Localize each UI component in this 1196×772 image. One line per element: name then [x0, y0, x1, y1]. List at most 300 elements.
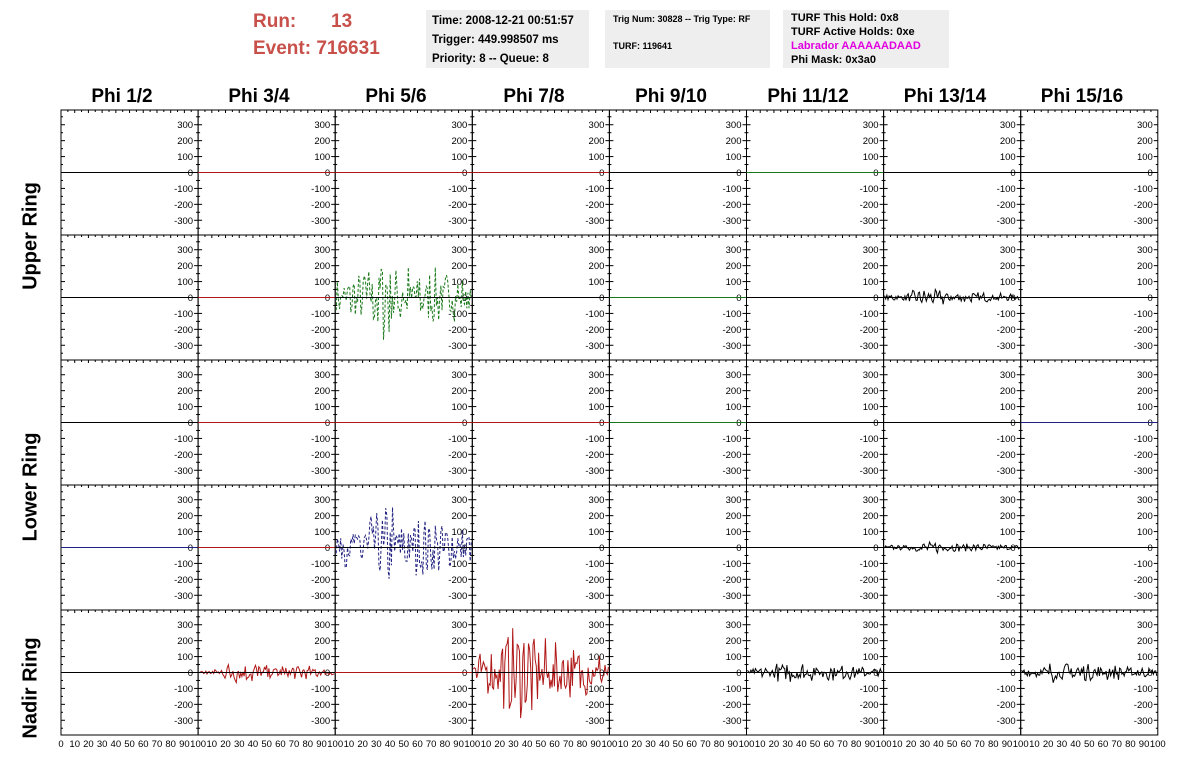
turf-num-text: TURF: 119641 [613, 41, 673, 51]
ytick-label-r2c6: -300 [859, 340, 879, 352]
ytick-label-r5c6: -300 [859, 715, 879, 727]
ytick-label-r5c2: -300 [311, 715, 331, 727]
xtick-label-c4: 40 [521, 739, 533, 750]
xtick-label-c6: 10 [754, 739, 766, 750]
ytick-label-r1c1: 200 [177, 136, 194, 148]
ytick-label-r4c1: 0 [187, 543, 194, 554]
ytick-label-r2c6: 200 [862, 261, 879, 273]
ytick-label-r3c4: -100 [585, 433, 605, 445]
ytick-label-r1c8: 300 [1136, 120, 1153, 132]
xtick-label-c7: 70 [974, 739, 985, 750]
ytick-label-r1c5: 100 [725, 152, 742, 164]
ytick-label-r5c1: -100 [174, 683, 194, 695]
ytick-label-r2c6: -100 [859, 308, 879, 320]
ytick-label-r3c5: -300 [722, 465, 742, 477]
ytick-label-r4c1: 300 [177, 495, 194, 507]
ytick-label-r3c3: 100 [451, 402, 468, 414]
ytick-label-r4c7: 200 [999, 511, 1016, 523]
ytick-label-r5c3: 0 [462, 668, 468, 679]
xtick-label-c2: 100 [327, 739, 344, 750]
waveform-r5c2 [199, 665, 334, 683]
ytick-label-r1c8: 100 [1136, 152, 1153, 164]
ytick-label-r5c5: -300 [722, 715, 742, 727]
xtick-label-c8: 50 [1083, 739, 1095, 750]
ytick-label-r2c8: 200 [1136, 261, 1153, 273]
ytick-label-r1c8: -100 [1133, 183, 1153, 195]
ytick-label-r1c5: 0 [736, 168, 742, 179]
ytick-label-r2c5: -100 [722, 308, 742, 320]
ytick-label-r3c7: -100 [996, 433, 1016, 445]
ytick-label-r1c4: -300 [585, 215, 605, 227]
ytick-label-r5c2: 100 [314, 652, 331, 664]
ytick-label-r3c3: 300 [451, 370, 468, 382]
ytick-label-r2c8: 0 [1147, 293, 1153, 304]
ytick-label-r2c7: 300 [999, 245, 1016, 257]
ytick-label-r1c7: 100 [999, 152, 1016, 164]
xtick-label-c5: 100 [738, 739, 755, 750]
ytick-label-r3c8: 300 [1136, 370, 1153, 382]
ytick-label-r5c1: 0 [187, 668, 194, 679]
ytick-label-r5c3: 100 [451, 652, 468, 664]
ytick-label-r4c4: -300 [585, 590, 605, 602]
ytick-label-r4c7: 100 [999, 527, 1016, 539]
run-value: 13 [331, 11, 353, 32]
ytick-label-r5c7: 100 [999, 652, 1016, 664]
event-label: Event: [253, 38, 312, 59]
phi-col-title-4: Phi 7/8 [503, 86, 565, 107]
ytick-label-r2c7: 200 [999, 261, 1016, 273]
ytick-label-r5c4: -200 [585, 699, 605, 711]
ytick-label-r4c6: -200 [859, 574, 879, 586]
xtick-label-c8: 80 [1125, 739, 1136, 750]
ytick-label-r3c6: 0 [873, 418, 879, 429]
ytick-label-r5c5: 100 [725, 652, 742, 664]
ytick-label-r3c7: 200 [999, 386, 1016, 398]
ytick-label-r2c2: 200 [314, 261, 331, 273]
xtick-label-c6: 80 [850, 739, 862, 750]
ytick-label-r1c6: 200 [862, 136, 879, 148]
ytick-label-r1c8: 0 [1147, 168, 1153, 179]
ytick-label-r3c8: -200 [1133, 449, 1153, 461]
ytick-label-r2c3: -300 [448, 340, 468, 352]
ytick-label-r1c7: -100 [996, 183, 1016, 195]
ytick-label-r2c4: 0 [599, 293, 605, 304]
ytick-label-r5c3: 200 [451, 636, 468, 648]
ytick-label-r1c7: -200 [996, 199, 1016, 211]
ytick-label-r1c3: 200 [451, 136, 468, 148]
ytick-label-r5c6: 100 [862, 652, 879, 664]
ytick-label-r4c3: -200 [448, 574, 468, 586]
ytick-label-r5c7: -200 [996, 699, 1016, 711]
phi-col-title-6: Phi 11/12 [767, 86, 849, 107]
ytick-label-r4c1: 200 [177, 511, 194, 523]
ytick-label-r3c8: 100 [1136, 402, 1153, 414]
xtick-label-c7: 20 [905, 739, 917, 750]
ytick-label-r2c5: 100 [725, 277, 742, 289]
ytick-label-r1c5: -200 [722, 199, 742, 211]
ytick-label-r3c7: 0 [1010, 418, 1016, 429]
ytick-label-r5c4: 100 [588, 652, 605, 664]
xtick-label-c8: 40 [1070, 739, 1081, 750]
trig-num-text: Trig Num: 30828 -- Trig Type: RF [613, 14, 751, 24]
xtick-label-c5: 60 [686, 739, 697, 750]
xtick-label-c1: 0 [58, 739, 64, 750]
ytick-label-r4c2: 300 [314, 495, 331, 507]
xtick-label-c2: 80 [302, 739, 314, 750]
phi-col-title-7: Phi 13/14 [903, 86, 987, 107]
ytick-label-r1c1: 300 [177, 120, 194, 132]
ytick-label-r4c3: 200 [451, 511, 468, 523]
ytick-label-r2c3: -100 [448, 308, 468, 320]
ytick-label-r4c4: 300 [588, 495, 605, 507]
ytick-label-r4c8: -100 [1133, 558, 1153, 570]
ytick-label-r1c3: 100 [451, 152, 468, 164]
ytick-label-r1c8: -300 [1133, 215, 1153, 227]
xtick-label-c8: 100 [1149, 739, 1166, 750]
xtick-label-c5: 30 [645, 739, 656, 750]
ytick-label-r3c3: 200 [451, 386, 468, 398]
ytick-label-r4c7: 300 [999, 495, 1016, 507]
ytick-label-r1c6: -100 [859, 183, 879, 195]
xtick-label-c1: 30 [96, 739, 108, 750]
ytick-label-r2c7: -300 [996, 340, 1016, 352]
ytick-label-r3c4: 100 [588, 402, 605, 414]
xtick-label-c3: 10 [343, 739, 355, 750]
ytick-label-r3c6: 300 [862, 370, 879, 382]
ytick-label-r1c2: 0 [324, 168, 331, 179]
labrador-text: Labrador AAAAAADAAD [791, 40, 921, 52]
ytick-label-r3c4: 0 [599, 418, 605, 429]
xtick-label-c3: 100 [464, 739, 481, 750]
ytick-label-r4c8: 200 [1136, 511, 1153, 523]
ytick-label-r2c4: -200 [585, 324, 605, 336]
turf-hold-text: TURF This Hold: 0x8 [791, 12, 899, 24]
ytick-label-r4c4: 100 [588, 527, 605, 539]
ytick-label-r5c2: 300 [314, 620, 331, 632]
ytick-label-r3c8: 200 [1136, 386, 1153, 398]
ytick-label-r4c7: -300 [996, 590, 1016, 602]
ytick-label-r5c5: 300 [725, 620, 742, 632]
ytick-label-r4c3: -100 [448, 558, 468, 570]
ytick-label-r1c1: 100 [177, 152, 194, 164]
ytick-label-r1c3: -300 [448, 215, 468, 227]
ytick-label-r1c4: 100 [588, 152, 605, 164]
ytick-label-r4c2: 100 [314, 527, 331, 539]
xtick-label-c3: 90 [453, 739, 464, 750]
ytick-label-r3c3: -100 [448, 433, 468, 445]
ytick-label-r3c7: 100 [999, 402, 1016, 414]
ytick-label-r5c3: -300 [448, 715, 468, 727]
ytick-label-r4c5: 0 [736, 543, 742, 554]
waveform-r5c8 [1022, 664, 1157, 683]
xtick-label-c5: 50 [672, 739, 684, 750]
ytick-label-r2c3: -200 [448, 324, 468, 336]
xtick-label-c6: 70 [837, 739, 848, 750]
ytick-label-r2c5: -200 [722, 324, 742, 336]
ytick-label-r3c1: -100 [174, 433, 194, 445]
xtick-label-c6: 100 [875, 739, 892, 750]
ytick-label-r3c1: -300 [174, 465, 194, 477]
ytick-label-r2c6: 300 [862, 245, 879, 257]
xtick-label-c2: 50 [261, 739, 272, 750]
ytick-label-r3c5: 0 [736, 418, 742, 429]
ytick-label-r5c6: -200 [859, 699, 879, 711]
ytick-label-r1c2: 300 [314, 120, 331, 132]
ytick-label-r5c3: -200 [448, 699, 468, 711]
ytick-label-r1c3: 300 [451, 120, 468, 132]
ytick-label-r1c8: 200 [1136, 136, 1153, 148]
ytick-label-r2c4: 300 [588, 245, 605, 257]
ytick-label-r1c6: 0 [873, 168, 879, 179]
ytick-label-r5c6: 0 [873, 668, 879, 679]
nadir-ring-label: Nadir Ring [19, 637, 42, 739]
ytick-label-r5c2: 200 [314, 636, 331, 648]
xtick-label-c3: 20 [357, 739, 368, 750]
xtick-label-c1: 20 [83, 739, 94, 750]
ytick-label-r5c1: 300 [177, 620, 194, 632]
ytick-label-r1c2: -300 [311, 215, 331, 227]
xtick-label-c3: 60 [412, 739, 423, 750]
ytick-label-r2c5: 300 [725, 245, 742, 257]
waveform-r2c7 [885, 290, 1020, 305]
xtick-label-c7: 60 [960, 739, 972, 750]
ytick-label-r3c4: 200 [588, 386, 605, 398]
ytick-label-r2c3: 0 [462, 293, 468, 304]
ytick-label-r2c2: -300 [311, 340, 331, 352]
ytick-label-r2c7: 100 [999, 277, 1016, 289]
ytick-label-r5c6: -100 [859, 683, 879, 695]
ytick-label-r3c2: 300 [314, 370, 331, 382]
ytick-label-r1c2: 200 [314, 136, 331, 148]
xtick-label-c7: 100 [1012, 739, 1029, 750]
ytick-label-r1c5: 200 [725, 136, 742, 148]
ytick-label-r3c4: -300 [585, 465, 605, 477]
xtick-label-c3: 70 [425, 739, 437, 750]
ytick-label-r5c8: -100 [1133, 683, 1153, 695]
xtick-label-c3: 30 [371, 739, 382, 750]
ytick-label-r1c2: -100 [311, 183, 331, 195]
ytick-label-r5c7: -300 [996, 715, 1016, 727]
ytick-label-r5c8: 300 [1136, 620, 1153, 632]
ytick-label-r5c8: 0 [1147, 668, 1153, 679]
ytick-label-r3c5: -100 [722, 433, 742, 445]
ytick-label-r2c4: 100 [588, 277, 605, 289]
ytick-label-r5c7: 200 [999, 636, 1016, 648]
ytick-label-r2c7: -100 [996, 308, 1016, 320]
ytick-label-r5c3: -100 [448, 683, 468, 695]
ytick-label-r4c8: -200 [1133, 574, 1153, 586]
ytick-label-r4c5: 300 [725, 495, 742, 507]
ytick-label-r3c6: -300 [859, 465, 879, 477]
xtick-label-c5: 20 [631, 739, 643, 750]
xtick-label-c5: 90 [727, 739, 739, 750]
ytick-label-r4c8: -300 [1133, 590, 1153, 602]
xtick-label-c1: 10 [69, 739, 80, 750]
ytick-label-r5c4: -300 [585, 715, 605, 727]
xtick-label-c5: 70 [700, 739, 711, 750]
xtick-label-c2: 30 [233, 739, 245, 750]
ytick-label-r4c1: -100 [174, 558, 194, 570]
xtick-label-c7: 40 [933, 739, 944, 750]
ytick-label-r5c6: 200 [862, 636, 879, 648]
ytick-label-r4c1: -200 [174, 574, 194, 586]
ytick-label-r1c8: -200 [1133, 199, 1153, 211]
ytick-label-r4c4: -100 [585, 558, 605, 570]
xtick-label-c4: 100 [601, 739, 618, 750]
ytick-label-r3c3: -200 [448, 449, 468, 461]
ytick-label-r3c1: 200 [177, 386, 194, 398]
ytick-label-r5c4: 300 [588, 620, 605, 632]
ytick-label-r4c1: 100 [177, 527, 194, 539]
ytick-label-r5c8: -200 [1133, 699, 1153, 711]
ytick-label-r2c3: 100 [451, 277, 468, 289]
ytick-label-r1c7: -300 [996, 215, 1016, 227]
ytick-label-r3c2: -200 [311, 449, 331, 461]
xtick-label-c7: 50 [946, 739, 958, 750]
xtick-label-c7: 30 [919, 739, 931, 750]
ytick-label-r3c8: 0 [1147, 418, 1153, 429]
ytick-label-r1c1: -100 [174, 183, 194, 195]
ytick-label-r2c1: -300 [174, 340, 194, 352]
ytick-label-r5c1: 200 [177, 636, 194, 648]
ytick-label-r5c4: 200 [588, 636, 605, 648]
ytick-label-r4c2: -100 [311, 558, 331, 570]
ytick-label-r2c4: 200 [588, 261, 605, 273]
ytick-label-r2c2: -200 [311, 324, 331, 336]
ytick-label-r5c8: 200 [1136, 636, 1153, 648]
xtick-label-c5: 40 [658, 739, 670, 750]
ytick-label-r1c5: 300 [725, 120, 742, 132]
xtick-label-c2: 60 [275, 739, 286, 750]
xtick-label-c8: 10 [1029, 739, 1040, 750]
ytick-label-r3c2: 0 [324, 418, 331, 429]
xtick-label-c2: 70 [288, 739, 300, 750]
xtick-label-c3: 50 [398, 739, 410, 750]
ytick-label-r3c6: -200 [859, 449, 879, 461]
xtick-label-c7: 10 [892, 739, 903, 750]
ytick-label-r2c5: -300 [722, 340, 742, 352]
ytick-label-r1c4: 0 [599, 168, 605, 179]
ytick-label-r2c8: -200 [1133, 324, 1153, 336]
turf-active-text: TURF Active Holds: 0xe [791, 26, 915, 38]
ytick-label-r5c1: -300 [174, 715, 194, 727]
ytick-label-r3c6: -100 [859, 433, 879, 445]
xtick-label-c4: 80 [576, 739, 588, 750]
xtick-label-c1: 70 [151, 739, 163, 750]
xtick-label-c4: 70 [562, 739, 574, 750]
ytick-label-r1c6: 100 [862, 152, 879, 164]
xtick-label-c2: 40 [247, 739, 259, 750]
ytick-label-r4c2: 0 [324, 543, 331, 554]
ytick-label-r2c4: -100 [585, 308, 605, 320]
ytick-label-r3c6: 100 [862, 402, 879, 414]
xtick-label-c6: 30 [782, 739, 793, 750]
ytick-label-r5c5: 0 [736, 668, 742, 679]
xtick-label-c4: 20 [494, 739, 506, 750]
ytick-label-r5c7: 0 [1010, 668, 1016, 679]
xtick-label-c4: 30 [508, 739, 519, 750]
xtick-label-c6: 90 [864, 739, 876, 750]
ytick-label-r2c6: -200 [859, 324, 879, 336]
xtick-label-c2: 20 [220, 739, 231, 750]
ytick-label-r1c4: 200 [588, 136, 605, 148]
ytick-label-r4c6: 200 [862, 511, 879, 523]
ytick-label-r2c8: -300 [1133, 340, 1153, 352]
ytick-label-r3c3: 0 [462, 418, 468, 429]
ytick-label-r4c6: 0 [873, 543, 879, 554]
ytick-label-r4c4: 200 [588, 511, 605, 523]
ytick-label-r2c1: 200 [177, 261, 194, 273]
ytick-label-r5c1: 100 [177, 652, 194, 664]
ytick-label-r1c6: 300 [862, 120, 879, 132]
ytick-label-r3c2: 100 [314, 402, 331, 414]
xtick-label-c1: 40 [110, 739, 122, 750]
ytick-label-r4c6: 300 [862, 495, 879, 507]
ytick-label-r3c3: -300 [448, 465, 468, 477]
ytick-label-r5c1: -200 [174, 699, 194, 711]
ytick-label-r5c4: 0 [599, 668, 605, 679]
ytick-label-r1c7: 300 [999, 120, 1016, 132]
ytick-label-r5c6: 300 [862, 620, 879, 632]
ytick-label-r1c3: -100 [448, 183, 468, 195]
xtick-label-c2: 90 [316, 739, 327, 750]
ytick-label-r1c1: -300 [174, 215, 194, 227]
ytick-label-r3c5: -200 [722, 449, 742, 461]
ytick-label-r2c1: 0 [187, 293, 194, 304]
xtick-label-c6: 60 [823, 739, 835, 750]
ytick-label-r4c8: 0 [1147, 543, 1153, 554]
ytick-label-r2c1: 100 [177, 277, 194, 289]
xtick-label-c6: 40 [796, 739, 807, 750]
ytick-label-r2c2: 300 [314, 245, 331, 257]
xtick-label-c1: 100 [190, 739, 207, 750]
ytick-label-r2c1: 300 [177, 245, 194, 257]
xtick-label-c7: 80 [987, 739, 999, 750]
ytick-label-r2c1: -100 [174, 308, 194, 320]
xtick-label-c6: 20 [768, 739, 780, 750]
xtick-label-c5: 80 [713, 739, 725, 750]
ytick-label-r4c6: 100 [862, 527, 879, 539]
ytick-label-r2c6: 100 [862, 277, 879, 289]
ytick-label-r2c5: 200 [725, 261, 742, 273]
ytick-label-r1c3: -200 [448, 199, 468, 211]
ytick-label-r2c5: 0 [736, 293, 742, 304]
xtick-label-c3: 40 [384, 739, 396, 750]
phi-mask-text: Phi Mask: 0x3a0 [791, 54, 876, 66]
xtick-label-c4: 90 [590, 739, 601, 750]
ytick-label-r4c2: 200 [314, 511, 331, 523]
xtick-label-c1: 50 [124, 739, 135, 750]
ytick-label-r5c3: 300 [451, 620, 468, 632]
event-value: 716631 [316, 38, 380, 59]
priority-text: Priority: 8 -- Queue: 8 [432, 53, 549, 65]
ytick-label-r2c3: 200 [451, 261, 468, 273]
ytick-label-r3c1: 0 [187, 418, 194, 429]
ytick-label-r2c8: 100 [1136, 277, 1153, 289]
xtick-label-c1: 80 [165, 739, 176, 750]
upper-ring-label: Upper Ring [19, 182, 42, 290]
ytick-label-r4c3: -300 [448, 590, 468, 602]
ytick-label-r4c3: 100 [451, 527, 468, 539]
xtick-label-c1: 60 [137, 739, 149, 750]
phi-col-title-8: Phi 15/16 [1040, 86, 1124, 107]
ytick-label-r2c3: 300 [451, 245, 468, 257]
ytick-label-r3c2: -300 [311, 465, 331, 477]
ytick-label-r1c3: 0 [462, 168, 468, 179]
xtick-label-c8: 70 [1111, 739, 1122, 750]
ytick-label-r2c2: 100 [314, 277, 331, 289]
ytick-label-r5c8: -300 [1133, 715, 1153, 727]
